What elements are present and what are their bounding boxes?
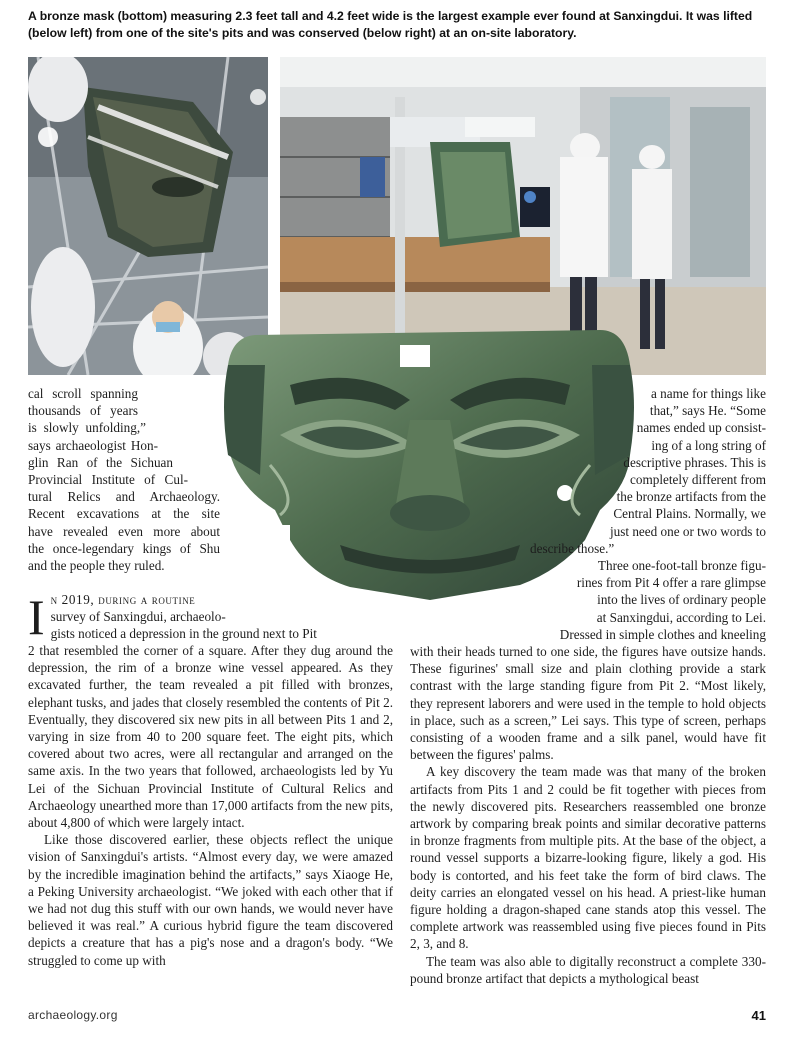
text-line: cal scroll spanning xyxy=(28,386,138,401)
text-line: tural Relics and Archaeology. xyxy=(28,489,220,505)
text-line: describe those.” xyxy=(530,540,615,556)
text-line: the once-legendary kings of Shu xyxy=(28,540,220,556)
text-line: n 2019, during a routine xyxy=(50,592,196,607)
left-column-top xyxy=(28,385,223,574)
right-column-main xyxy=(410,643,766,987)
page-number: 41 xyxy=(751,1008,766,1023)
right-column-top xyxy=(530,385,766,643)
text-line: a name for things like xyxy=(651,386,766,401)
text-line: completely different from xyxy=(630,472,766,488)
text-line: rines from Pit 4 offer a rare glimpse xyxy=(576,575,766,591)
text-line: thousands of years xyxy=(28,403,138,419)
paragraph: with their heads turned to one side, the figures have outsize hands. These figurines' small size and plain clothing provide a stark contrast with the large standing figure from Pit 2. “Most likely, they represent laborers and were used in the temple to hold objects in place, such as a screen,” Lei says. This type of screen, perhaps consisting of a wooden frame and a silk panel, would have fit between the figures' palms. xyxy=(410,644,766,763)
text-line: and the people they ruled. xyxy=(28,558,165,574)
text-line: Provincial Institute of Cul- xyxy=(28,472,188,488)
text-line: is slowly unfolding,” xyxy=(28,420,146,436)
text-line: just need one or two words to xyxy=(609,523,766,539)
photo-caption: A bronze mask (bottom) measuring 2.3 feet tall and 4.2 feet wide is the largest example ever found at Sanxingdui. It was lifted (below left) from one of the site's pits and was conserved (below right) at an on-site laboratory. xyxy=(28,9,753,40)
drop-cap: I xyxy=(28,589,45,645)
text-line: names ended up consist- xyxy=(636,420,766,436)
text-line: descriptive phrases. This is xyxy=(623,454,766,470)
text-line: at Sanxingdui, according to Lei. xyxy=(596,609,766,625)
text-line: that,” says He. “Some xyxy=(649,403,766,419)
footer-website: archaeology.org xyxy=(28,1008,118,1022)
text-line: glin Ran of the Sichuan xyxy=(28,454,173,470)
text-line: gists noticed a depression in the ground next to Pit xyxy=(50,626,317,642)
left-column-main xyxy=(28,591,393,969)
paragraph: A key discovery the team made was that many of the broken artifacts from Pits 1 and 2 could be fit together with pieces from the newly discovered pits. Researchers reassembled one bronze artwork by comparing break points and similar decorative patterns in bronze fragments from multiple pits. At the base of the object, a round vessel supports a bizarre-looking figure, likely a god. His body is contorted, and his feet take the form of bird claws. The deity carries an elongated vessel on his head. A priest-like human figure holding a dragon-shaped cane stands atop this vessel. The complete artwork was reassembled using five pieces found in Pits 2, 3, and 8. xyxy=(410,764,766,952)
paragraph: Like those discovered earlier, these objects reflect the unique vision of Sanxingdui's artists. “Almost every day, we were amazed by the incredible imagination behind the artifacts,” says Xiaoge He, a Peking University archaeologist. “We joked with each other that if we had not dug this stuff with our own hands, we would never have believed it was real.” A curious hybrid figure the team discovered depicts a creature that has a pig's nose and a dragon's body. “We struggled to come up with xyxy=(28,832,393,968)
paragraph: 2 that resembled the corner of a square. After they dug around the depression, the rim of a bronze wine vessel appeared. As they excavated further, the team revealed a pit filled with bronzes, elephant tusks, and jades that closely resembled the contents of Pit 2. Eventually, they discovered six new pits in all between Pits 1 and 2, varying in size from 40 to 200 square feet. The eight pits, which covered about two acres, were all rectangular and arranged on the same axis. In the two years that followed, archaeologists led by Yu Lei of the Sichuan Provincial Institute of Cultural Relics and Archaeology unearthed more than 17,000 artifacts from the new pits, about 4,800 of which were largely intact. xyxy=(28,643,393,831)
text-line: says archaeologist Hon- xyxy=(28,437,158,453)
text-line: Three one-foot-tall bronze figu- xyxy=(597,558,766,574)
text-line: Central Plains. Normally, we xyxy=(613,506,766,522)
text-line: survey of Sanxingdui, archaeolo- xyxy=(50,609,226,625)
text-line: Recent excavations at the site xyxy=(28,506,220,522)
text-line: the bronze artifacts from the xyxy=(616,489,766,505)
text-line: have revealed even more about xyxy=(28,523,220,539)
text-line: ing of a long string of xyxy=(651,437,766,453)
text-line: into the lives of ordinary people xyxy=(597,592,766,608)
text-line: Dressed in simple clothes and kneeling xyxy=(559,626,766,642)
paragraph: The team was also able to digitally reconstruct a complete 330-pound bronze artifact that depicts a mythological beast xyxy=(410,953,766,986)
